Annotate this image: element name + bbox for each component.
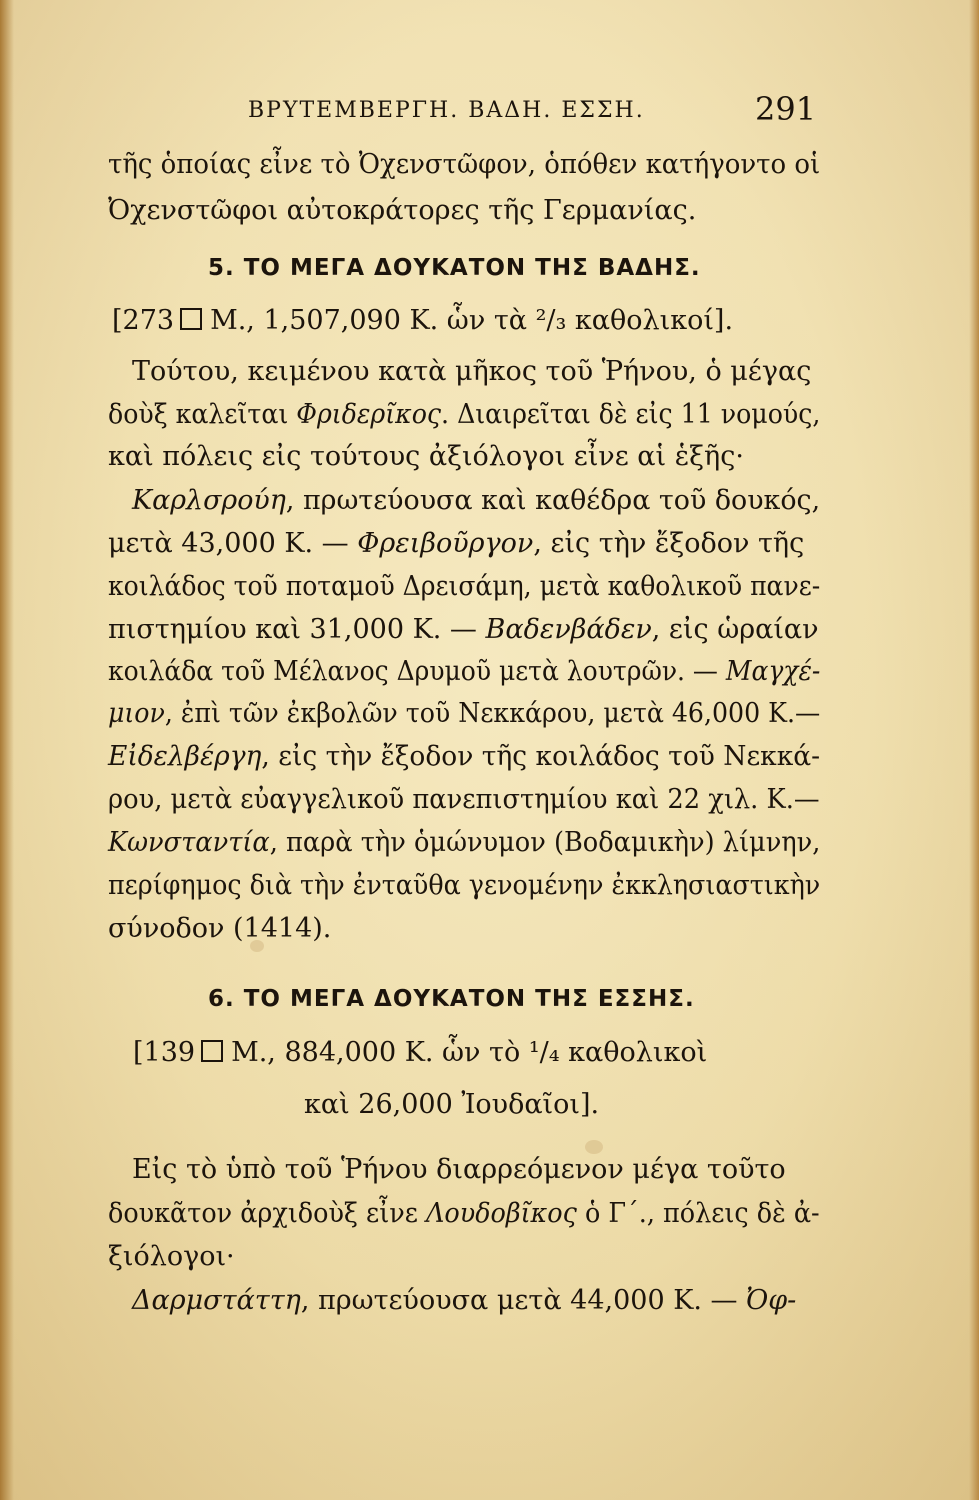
text-line: σύνοδον (1414). [108, 913, 332, 944]
text-line: κοιλάδος τοῦ ποταμοῦ Δρεισάμη, μετὰ καθολικοῦ πανε- [108, 571, 821, 602]
city-name: Φρειβοῦργον [357, 528, 534, 559]
text-line: Κωνσταντία, παρὰ τὴν ὁμώνυμον (Βοδαμικὴν) λίμνην, [108, 827, 821, 858]
text-line: ξιόλογοι· [108, 1241, 235, 1272]
text-line: μετὰ 43,000 Κ. — Φρειβοῦργον, εἰς τὴν ἔξοδον τῆς [108, 528, 805, 559]
square-symbol-icon [180, 308, 202, 330]
statistics-line-5: [273 Μ., 1,507,090 Κ. ὧν τὰ ²/₃ καθολικοί]. [112, 305, 734, 336]
page-number: 291 [755, 90, 817, 128]
square-symbol-icon [201, 1040, 223, 1062]
text-line: δουκᾶτον ἀρχιδοὺξ εἶνε Λουδοβῖκος ὁ Γ΄., πόλεις δὲ ἀ- [108, 1198, 820, 1229]
city-name: Εἰδελβέργη [108, 741, 262, 772]
text-line: περίφημος διὰ τὴν ἐνταῦθα γενομένην ἐκκλησιαστικὴν [108, 870, 821, 901]
text-line: Τούτου, κειμένου κατὰ μῆκος τοῦ Ῥήνου, ὁ μέγας [132, 356, 812, 387]
city-name: Μαγχέ- [725, 656, 821, 687]
italic-name: Φριδερῖκος [296, 399, 442, 430]
text-line: δοὺξ καλεῖται Φριδερῖκος. Διαιρεῖται δὲ εἰς 11 νομούς, [108, 399, 821, 430]
section-heading-5: 5. ΤΟ ΜΕΓΑ ΔΟΥΚΑΤΟΝ ΤΗΣ ΒΑΔΗΣ. [208, 255, 701, 281]
running-head [0, 92, 979, 132]
city-name: Καρλσρούη [132, 485, 286, 516]
city-name: Βαδενβάδεν [485, 614, 652, 645]
text-line: Καρλσρούη, πρωτεύουσα καὶ καθέδρα τοῦ δουκός, [132, 485, 821, 516]
text-line: ρου, μετὰ εὐαγγελικοῦ πανεπιστημίου καὶ 22 χιλ. Κ.— [108, 784, 820, 815]
city-name: Δαρμστάττη [132, 1285, 301, 1316]
city-name: μιον [108, 698, 165, 729]
statistics-line-6-cont: καὶ 26,000 Ἰουδαῖοι]. [304, 1089, 600, 1120]
text-line: πιστημίου καὶ 31,000 Κ. — Βαδενβάδεν, εἰς ὡραίαν [108, 614, 819, 645]
text-line: Δαρμστάττη, πρωτεύουσα μετὰ 44,000 Κ. — Ὀφ- [132, 1285, 797, 1316]
text-line: Ὀχενστῶφοι αὐτοκράτορες τῆς Γερμανίας. [108, 195, 697, 226]
city-name: Κωνσταντία [108, 827, 270, 858]
text-line: Εἰς τὸ ὑπὸ τοῦ Ῥήνου διαρρεόμενον μέγα τοῦτο [132, 1154, 786, 1185]
text-line: κοιλάδα τοῦ Μέλανος Δρυμοῦ μετὰ λουτρῶν. — Μαγχέ- [108, 656, 821, 687]
text-line: μιον, ἐπὶ τῶν ἐκβολῶν τοῦ Νεκκάρου, μετὰ 46,000 Κ.— [108, 698, 821, 729]
section-heading-6: 6. ΤΟ ΜΕΓΑ ΔΟΥΚΑΤΟΝ ΤΗΣ ΕΣΣΗΣ. [208, 986, 695, 1012]
city-name: Ὀφ- [746, 1285, 797, 1316]
person-name: Λουδοβῖκος [425, 1198, 577, 1229]
statistics-line-6: [139 Μ., 884,000 Κ. ὧν τὸ ¹/₄ καθολικοὶ [133, 1037, 708, 1068]
text-line: Εἰδελβέργη, εἰς τὴν ἔξοδον τῆς κοιλάδος τοῦ Νεκκά- [108, 741, 821, 772]
text-line: τῆς ὁποίας εἶνε τὸ Ὀχενστῶφον, ὁπόθεν κατήγοντο οἱ [108, 149, 821, 180]
page-edge-left [0, 0, 14, 1500]
page-edge-right [969, 0, 979, 1500]
paper-stain [585, 1140, 603, 1154]
running-head-title: ΒΡΥΤΕΜΒΕΡΓΗ. ΒΑΔΗ. ΕΣΣΗ. [248, 98, 645, 123]
text-line: καὶ πόλεις εἰς τούτους ἀξιόλογοι εἶνε αἱ ἑξῆς· [108, 441, 744, 472]
